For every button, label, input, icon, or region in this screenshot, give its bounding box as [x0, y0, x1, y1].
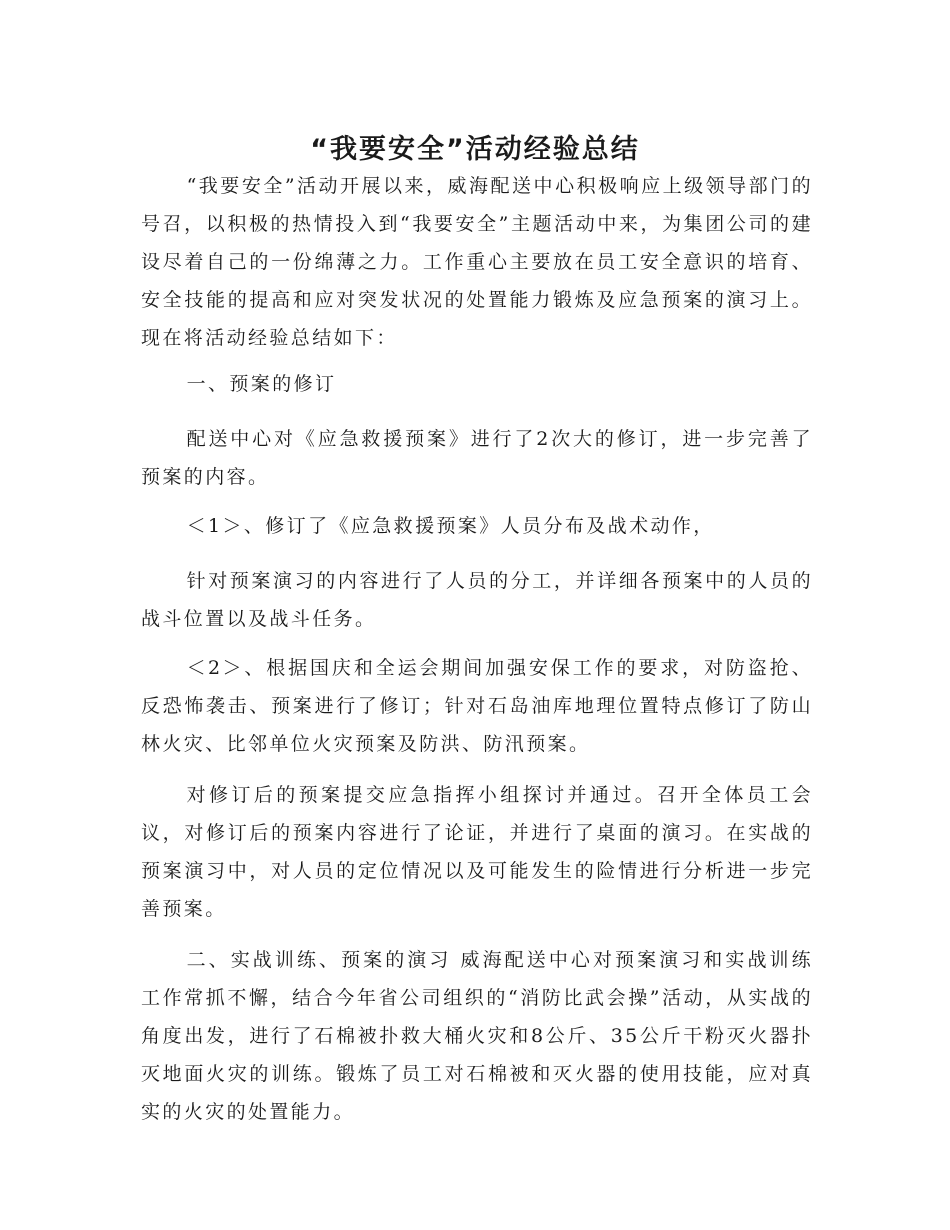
section-heading-plan-revision: 一、预案的修订	[186, 373, 337, 395]
document-title: “我要安全”活动经验总结	[310, 134, 640, 166]
paragraph-personnel-assignment: 针对预案演习的内容进行了人员的分工，并详细各预案中的人员的战斗位置以及战斗任务。	[141, 570, 813, 630]
paragraph-intro: “我要安全”活动开展以来，威海配送中心积极响应上级领导部门的号召，以积极的热情投入到“我要安全”主题活动中来，为集团公司的建设尽着自己的一份绵薄之力。工作重心主要放在员工安全意识的培育、安全技能的提高和应对突发状况的处置能力锻炼及应急预案的演习上。现在将活动经验总结如下：	[141, 175, 813, 349]
paragraph-revision-summary: 配送中心对《应急救援预案》进行了2次大的修订，进一步完善了预案的内容。	[141, 428, 813, 488]
paragraph-review-and-drill: 对修订后的预案提交应急指挥小组探讨并通过。召开全体员工会议，对修订后的预案内容进行了论证，并进行了桌面的演习。在实战的预案演习中，对人员的定位情况以及可能发生的险情进行分析进一步完善预案。	[141, 784, 813, 920]
paragraph-training-and-drill: 二、实战训练、预案的演习 威海配送中心对预案演习和实战训练工作常抓不懈，结合今年省公司组织的“消防比武会操”活动，从实战的角度出发，进行了石棉被扑救大桶火灾和8公斤、35公斤干粉灭火器扑灭地面火灾的训练。锻炼了员工对石棉被和灭火器的使用技能，应对真实的火灾的处置能力。	[141, 949, 813, 1123]
paragraph-revision-item-2: ＜2＞、根据国庆和全运会期间加强安保工作的要求，对防盗抢、反恐怖袭击、预案进行了修订；针对石岛油库地理位置特点修订了防山林火灾、比邻单位火灾预案及防洪、防汛预案。	[141, 657, 813, 755]
paragraph-revision-item-1: ＜1＞、修订了《应急救援预案》人员分布及战术动作，	[186, 515, 715, 537]
